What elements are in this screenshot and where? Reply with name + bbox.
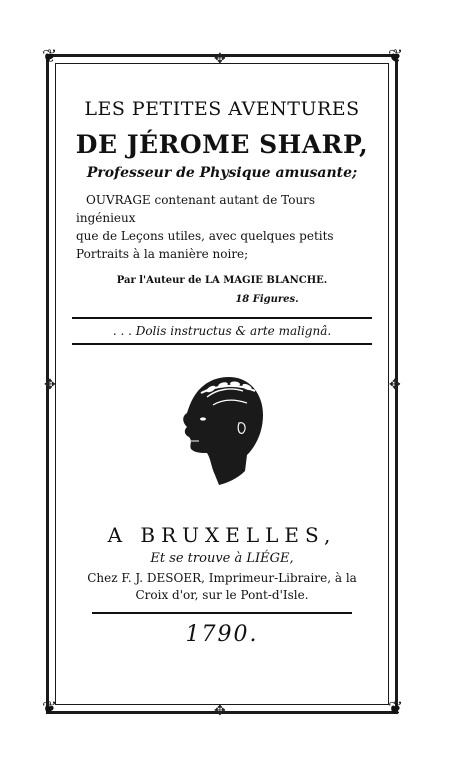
fleuron-icon: ❦ — [388, 698, 404, 719]
printer-line-1: Chez F. J. DESOER, Imprimeur-Libraire, à la — [87, 571, 357, 585]
description — [62, 191, 382, 263]
fleuron-icon: ✥ — [214, 51, 226, 67]
fleuron-icon: ❦ — [42, 698, 58, 719]
figures-count: 18 Figures. — [235, 294, 299, 305]
fleuron-icon: ✥ — [214, 703, 226, 719]
author-line: Par l'Auteur de LA MAGIE BLANCHE. — [116, 275, 328, 286]
laureate-profile-portrait — [167, 367, 277, 497]
imprint-sold-at: Et se trouve à LIÉGE, — [150, 551, 294, 566]
imprint-city: A BRUXELLES, — [107, 523, 337, 547]
description-line-3: Portraits à la manière noire; — [76, 247, 249, 261]
fleuron-icon: ✥ — [389, 377, 401, 393]
imprint-rule — [92, 612, 352, 614]
title-line-2: DE JÉROME SHARP, — [75, 130, 369, 159]
printer-line-2: Croix d'or, sur le Pont-d'Isle. — [135, 588, 309, 602]
top-rule — [72, 317, 372, 319]
description-line-2: que de Leçons utiles, avec quelques petits — [76, 229, 334, 243]
imprint-printer — [62, 570, 382, 604]
epigraph: . . . Dolis instructus & arte malignâ. — [112, 324, 332, 338]
fleuron-icon: ❦ — [388, 46, 404, 67]
description-line-1: OUVRAGE contenant autant de Tours ingénieux — [76, 193, 316, 225]
fleuron-icon: ✥ — [44, 377, 56, 393]
title-line-1: LES PETITES AVENTURES — [84, 98, 360, 120]
publication-year: 1790. — [185, 622, 259, 647]
bottom-rule — [72, 343, 372, 345]
subtitle: Professeur de Physique amusante; — [86, 165, 358, 181]
title-page — [62, 72, 382, 647]
fleuron-icon: ❦ — [42, 46, 58, 67]
